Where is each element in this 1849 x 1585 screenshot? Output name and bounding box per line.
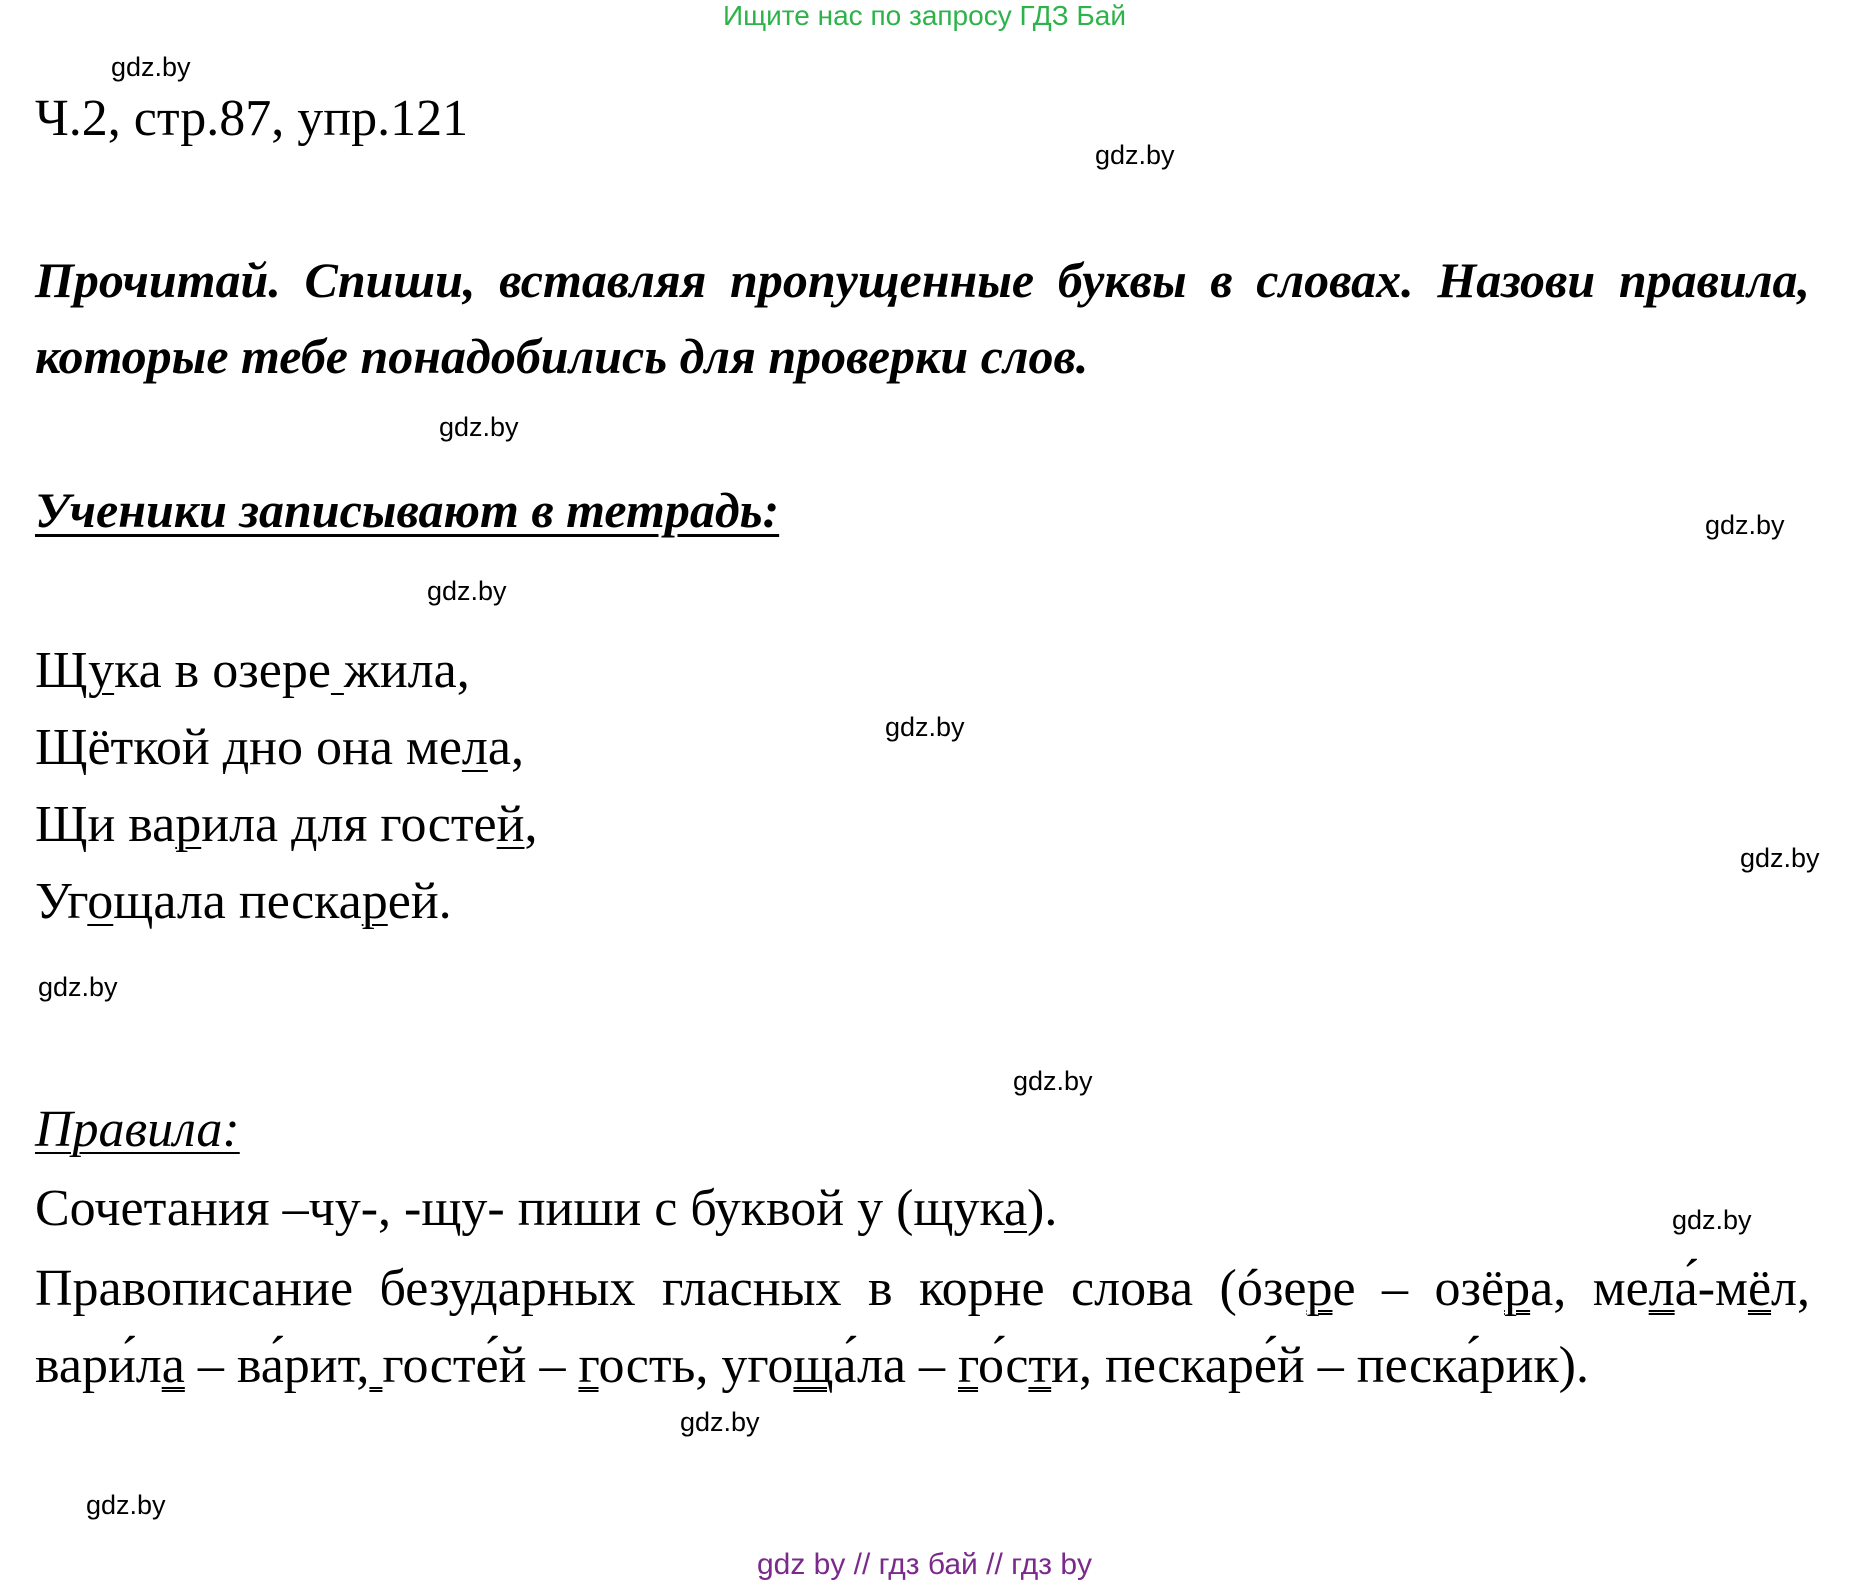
poem-line: Щи варила для гостей,: [35, 796, 538, 853]
exercise-title: Ч.2, стр.87, упр.121: [35, 90, 469, 147]
watermark: gdz.by: [38, 972, 118, 1002]
watermark: gdz.by: [1705, 510, 1785, 540]
poem-line: Щёткой дно она мела,: [35, 719, 524, 776]
poem-line: Щука в озере жила,: [35, 642, 470, 699]
rule-2: Правописание безударных гласных в корне слова (óзере – озёра, мела́-мёл, вари́ла – ва́рит, госте́й – гость, угоща́ла – го́сти, пескарей – пескарик).: [35, 1260, 1810, 1394]
poem-line: Угощала пескарей.: [35, 873, 452, 930]
rule-1: Сочетания –чу-, -щу- пиши с буквой у (щука).: [35, 1180, 1058, 1237]
notebook-header: Ученики записывают в тетрадь:: [35, 482, 780, 538]
watermark: gdz.by: [427, 576, 507, 606]
poem: [35, 632, 537, 940]
watermark: gdz.by: [86, 1490, 166, 1520]
bottom-banner[interactable]: gdz by // гдз бай // гдз by: [756, 1548, 1093, 1581]
watermark: gdz.by: [885, 712, 965, 742]
watermark: gdz.by: [439, 412, 519, 442]
top-banner[interactable]: Ищите нас по запросу ГДЗ Бай: [722, 0, 1127, 31]
watermark: gdz.by: [1672, 1205, 1752, 1235]
watermark: gdz.by: [680, 1407, 760, 1437]
rules-header: Правила:: [35, 1101, 240, 1158]
watermark: gdz.by: [1095, 140, 1175, 170]
watermark: gdz.by: [1013, 1066, 1093, 1096]
watermark: gdz.by: [111, 52, 191, 82]
task-text: Прочитай. Спиши, вставляя пропущенные буквы в словах. Назови правила, которые тебе понадобились для проверки слов.: [35, 252, 1810, 384]
watermark: gdz.by: [1740, 843, 1820, 873]
